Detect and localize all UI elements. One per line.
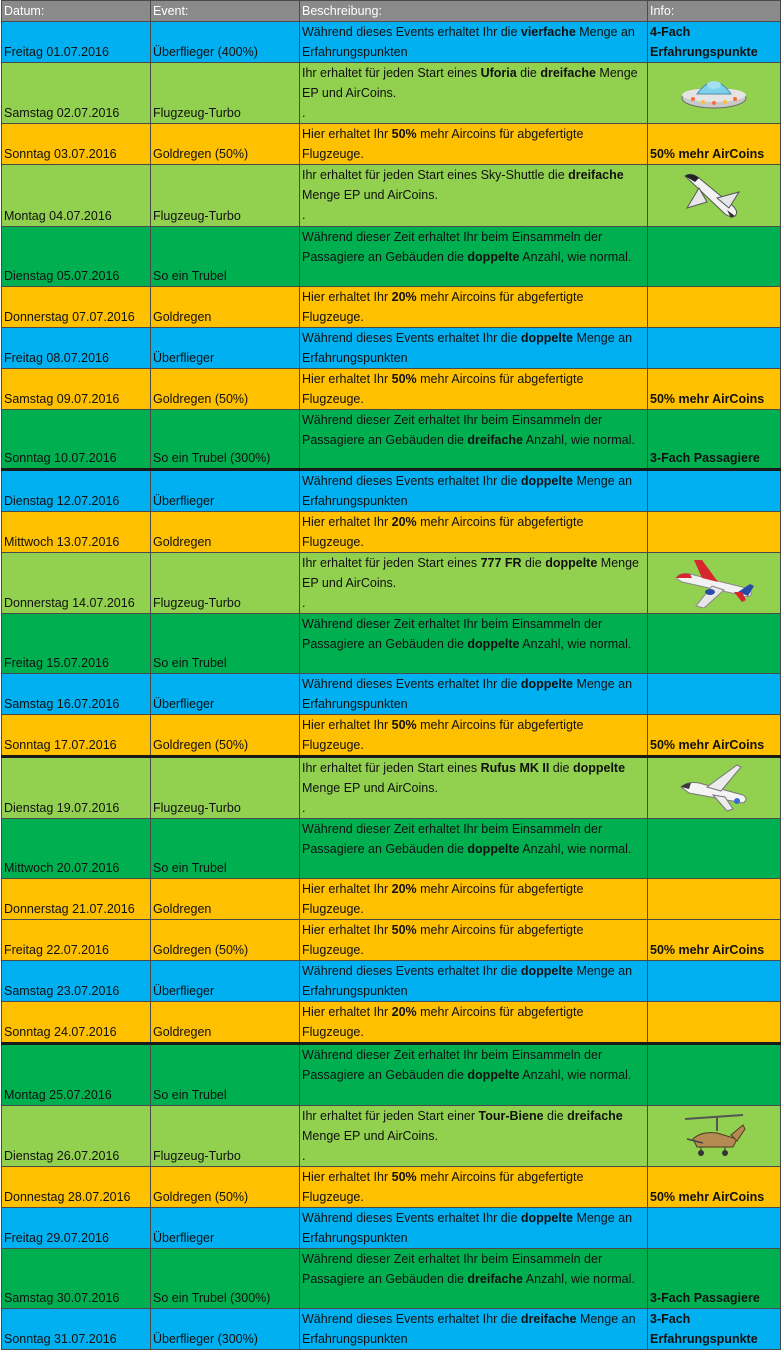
row-info [648,674,781,715]
row-date: Mittwoch 13.07.2016 [2,512,151,553]
row-description: Während dieses Events erhaltet Ihr die doppelte Menge an Erfahrungspunkten [300,328,648,369]
table-row [2,328,781,369]
row-event: So ein Trubel [151,614,300,674]
row-event: Goldregen (50%) [151,1167,300,1208]
table-row [2,165,781,227]
row-date: Freitag 08.07.2016 [2,328,151,369]
row-event: Goldregen (50%) [151,920,300,961]
row-date: Dienstag 19.07.2016 [2,757,151,819]
row-event: Goldregen [151,1002,300,1044]
row-description: Während dieses Events erhaltet Ihr die dreifache Menge an Erfahrungspunkten [300,1309,648,1350]
row-event: Goldregen (50%) [151,124,300,165]
table-row [2,410,781,470]
table-row [2,553,781,614]
row-event: Goldregen [151,512,300,553]
ufo-icon [677,68,751,118]
row-event: Flugzeug-Turbo [151,63,300,124]
row-info [648,470,781,512]
row-info: 3-Fach Passagiere [648,1249,781,1309]
row-event: Flugzeug-Turbo [151,1106,300,1167]
row-event: Überflieger [151,328,300,369]
row-event: So ein Trubel (300%) [151,1249,300,1309]
row-event: Flugzeug-Turbo [151,553,300,614]
row-description: Ihr erhaltet für jeden Start eines 777 FR die doppelte Menge EP und AirCoins. . [300,553,648,614]
row-info: 50% mehr AirCoins [648,715,781,757]
table-row [2,715,781,757]
table-row [2,1106,781,1167]
row-description: Hier erhaltet Ihr 50% mehr Aircoins für abgefertigte Flugzeuge. [300,1167,648,1208]
row-info [648,512,781,553]
row-description: Hier erhaltet Ihr 20% mehr Aircoins für abgefertigte Flugzeuge. [300,1002,648,1044]
row-date: Samstag 16.07.2016 [2,674,151,715]
row-info [648,553,781,614]
row-date: Dienstag 26.07.2016 [2,1106,151,1167]
row-info [648,227,781,287]
row-info: 3-Fach Erfahrungspunkte [648,1309,781,1350]
row-event: Goldregen [151,287,300,328]
row-info: 3-Fach Passagiere [648,410,781,470]
row-event: Überflieger (400%) [151,22,300,63]
row-info [648,1106,781,1167]
table-row [2,819,781,879]
table-row [2,512,781,553]
row-event: Flugzeug-Turbo [151,165,300,227]
row-description: Hier erhaltet Ihr 20% mehr Aircoins für abgefertigte Flugzeuge. [300,879,648,920]
header-info: Info: [648,1,781,22]
row-date: Sonntag 10.07.2016 [2,410,151,470]
airliner-icon [672,556,756,610]
table-row [2,287,781,328]
row-description: Ihr erhaltet für jeden Start einer Tour-Biene die dreifache Menge EP und AirCoins. . [300,1106,648,1167]
row-date: Montag 25.07.2016 [2,1044,151,1106]
row-info [648,879,781,920]
row-date: Samstag 09.07.2016 [2,369,151,410]
row-description: Hier erhaltet Ihr 50% mehr Aircoins für abgefertigte Flugzeuge. [300,369,648,410]
table-row [2,63,781,124]
row-info [648,287,781,328]
table-row [2,227,781,287]
table-row [2,124,781,165]
row-info: 4-Fach Erfahrungspunkte [648,22,781,63]
row-date: Sonntag 17.07.2016 [2,715,151,757]
table-row [2,1249,781,1309]
row-info [648,961,781,1002]
table-row [2,1167,781,1208]
row-info: 50% mehr AirCoins [648,920,781,961]
table-row [2,614,781,674]
row-info [648,614,781,674]
header-row [2,1,781,22]
row-description: Ihr erhaltet für jeden Start eines Uforia die dreifache Menge EP und AirCoins. . [300,63,648,124]
row-description: Hier erhaltet Ihr 20% mehr Aircoins für abgefertigte Flugzeuge. [300,287,648,328]
row-description: Hier erhaltet Ihr 20% mehr Aircoins für abgefertigte Flugzeuge. [300,512,648,553]
table-row [2,1002,781,1044]
table-row [2,674,781,715]
header-date: Datum: [2,1,151,22]
row-info: 50% mehr AirCoins [648,124,781,165]
table-row [2,961,781,1002]
table-row [2,920,781,961]
row-description: Ihr erhaltet für jeden Start eines Rufus MK II die doppelte Menge EP und AirCoins. . [300,757,648,819]
row-date: Samstag 30.07.2016 [2,1249,151,1309]
gyrocopter-icon [677,1109,751,1163]
row-info [648,819,781,879]
row-date: Donnerstag 14.07.2016 [2,553,151,614]
row-info: 50% mehr AirCoins [648,369,781,410]
row-date: Mittwoch 20.07.2016 [2,819,151,879]
table-row [2,1208,781,1249]
table-row [2,470,781,512]
table-row [2,22,781,63]
row-description: Während dieser Zeit erhaltet Ihr beim Einsammeln der Passagiere an Gebäuden die doppelte Anzahl, wie normal. [300,227,648,287]
row-event: So ein Trubel [151,819,300,879]
space-shuttle-icon [677,168,751,224]
row-date: Freitag 15.07.2016 [2,614,151,674]
row-info [648,63,781,124]
row-event: So ein Trubel [151,227,300,287]
row-info [648,1002,781,1044]
row-description: Hier erhaltet Ihr 50% mehr Aircoins für abgefertigte Flugzeuge. [300,920,648,961]
table-row [2,369,781,410]
row-event: Überflieger [151,1208,300,1249]
row-event: Überflieger (300%) [151,1309,300,1350]
row-event: Goldregen (50%) [151,715,300,757]
row-date: Sonntag 31.07.2016 [2,1309,151,1350]
row-description: Während dieser Zeit erhaltet Ihr beim Einsammeln der Passagiere an Gebäuden die doppelte Anzahl, wie normal. [300,1044,648,1106]
row-event: Überflieger [151,961,300,1002]
row-date: Dienstag 05.07.2016 [2,227,151,287]
row-description: Hier erhaltet Ihr 50% mehr Aircoins für abgefertigte Flugzeuge. [300,124,648,165]
row-date: Dienstag 12.07.2016 [2,470,151,512]
row-description: Während dieses Events erhaltet Ihr die doppelte Menge an Erfahrungspunkten [300,470,648,512]
row-event: So ein Trubel (300%) [151,410,300,470]
table-row [2,1044,781,1106]
row-description: Während dieser Zeit erhaltet Ihr beim Einsammeln der Passagiere an Gebäuden die dreifache Anzahl, wie normal. [300,1249,648,1309]
row-date: Samstag 02.07.2016 [2,63,151,124]
row-event: Überflieger [151,470,300,512]
row-date: Freitag 29.07.2016 [2,1208,151,1249]
row-info: 50% mehr AirCoins [648,1167,781,1208]
row-date: Samstag 23.07.2016 [2,961,151,1002]
row-date: Freitag 22.07.2016 [2,920,151,961]
row-description: Während dieser Zeit erhaltet Ihr beim Einsammeln der Passagiere an Gebäuden die doppelte Anzahl, wie normal. [300,819,648,879]
row-info [648,1044,781,1106]
jet-icon [677,761,751,815]
row-date: Donnestag 28.07.2016 [2,1167,151,1208]
row-description: Während dieses Events erhaltet Ihr die doppelte Menge an Erfahrungspunkten [300,961,648,1002]
row-date: Sonntag 24.07.2016 [2,1002,151,1044]
row-description: Während dieses Events erhaltet Ihr die vierfache Menge an Erfahrungspunkten [300,22,648,63]
row-date: Sonntag 03.07.2016 [2,124,151,165]
row-date: Donnerstag 21.07.2016 [2,879,151,920]
row-date: Donnerstag 07.07.2016 [2,287,151,328]
table-row [2,879,781,920]
row-date: Montag 04.07.2016 [2,165,151,227]
table-row [2,1309,781,1350]
row-event: Goldregen (50%) [151,369,300,410]
header-description: Beschreibung: [300,1,648,22]
row-description: Während dieser Zeit erhaltet Ihr beim Einsammeln der Passagiere an Gebäuden die doppelte Anzahl, wie normal. [300,614,648,674]
row-description: Während dieses Events erhaltet Ihr die doppelte Menge an Erfahrungspunkten [300,674,648,715]
row-info [648,165,781,227]
event-calendar-table [1,0,781,1350]
row-event: Goldregen [151,879,300,920]
row-info [648,328,781,369]
row-info [648,1208,781,1249]
row-event: Flugzeug-Turbo [151,757,300,819]
row-event: Überflieger [151,674,300,715]
table-row [2,757,781,819]
row-info [648,757,781,819]
row-event: So ein Trubel [151,1044,300,1106]
row-description: Ihr erhaltet für jeden Start eines Sky-Shuttle die dreifache Menge EP und AirCoins. . [300,165,648,227]
row-description: Während dieser Zeit erhaltet Ihr beim Einsammeln der Passagiere an Gebäuden die dreifache Anzahl, wie normal. [300,410,648,470]
row-description: Hier erhaltet Ihr 50% mehr Aircoins für abgefertigte Flugzeuge. [300,715,648,757]
row-description: Während dieses Events erhaltet Ihr die doppelte Menge an Erfahrungspunkten [300,1208,648,1249]
header-event: Event: [151,1,300,22]
row-date: Freitag 01.07.2016 [2,22,151,63]
